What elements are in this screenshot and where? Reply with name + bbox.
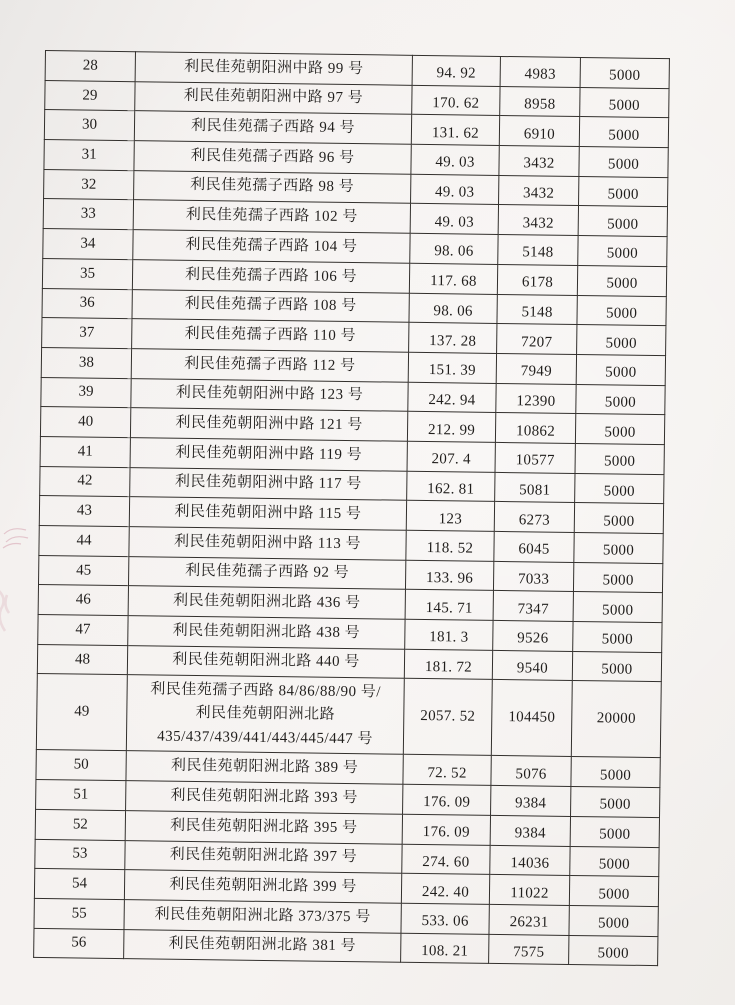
cell-no: 31 <box>44 140 134 171</box>
red-ink-smudge-icon <box>0 589 15 633</box>
cell-n3: 5000 <box>575 473 664 504</box>
cell-n1: 162. 81 <box>407 471 495 502</box>
cell-n3: 5000 <box>570 816 659 847</box>
cell-n2: 6273 <box>494 502 574 533</box>
cell-n1: 212. 99 <box>407 412 495 443</box>
cell-n2: 5148 <box>497 294 577 325</box>
cell-n3: 5000 <box>569 935 658 966</box>
cell-n3: 5000 <box>577 325 666 356</box>
cell-n3: 5000 <box>571 787 660 818</box>
cell-address: 利民佳苑朝阳洲中路 115 号 <box>129 497 406 530</box>
cell-no: 42 <box>40 466 130 497</box>
cell-n1: 242. 40 <box>401 873 489 904</box>
cell-n3: 5000 <box>578 206 667 237</box>
cell-no: 35 <box>42 258 132 289</box>
cell-no: 37 <box>42 318 132 349</box>
cell-address: 利民佳苑朝阳洲北路 395 号 <box>125 810 402 843</box>
cell-n3: 5000 <box>577 295 666 326</box>
cell-address: 利民佳苑朝阳洲北路 389 号 <box>126 751 403 784</box>
cell-n1: 98. 06 <box>409 293 497 324</box>
cell-address: 利民佳苑朝阳洲中路 123 号 <box>131 378 408 411</box>
cell-n2: 8958 <box>500 86 580 117</box>
cell-n1: 145. 71 <box>405 590 493 621</box>
cell-address: 利民佳苑孺子西路 110 号 <box>132 319 409 352</box>
cell-n3: 5000 <box>569 876 658 907</box>
cell-n1: 131. 62 <box>411 115 499 146</box>
cell-n2: 7207 <box>497 324 577 355</box>
cell-n3: 5000 <box>577 265 666 296</box>
cell-n2: 10862 <box>495 413 575 444</box>
cell-no: 41 <box>40 436 130 467</box>
table-row <box>36 674 661 758</box>
cell-n1: 108. 21 <box>401 933 489 964</box>
cell-address: 利民佳苑朝阳洲中路 117 号 <box>130 467 407 500</box>
cell-no: 33 <box>43 199 133 230</box>
cell-address: 利民佳苑朝阳洲中路 113 号 <box>129 527 406 560</box>
cell-no: 46 <box>38 585 128 616</box>
cell-n2: 5148 <box>498 235 578 266</box>
cell-n1: 117. 68 <box>409 263 497 294</box>
cell-address: 利民佳苑孺子西路 102 号 <box>133 200 410 233</box>
cell-n2: 26231 <box>489 904 569 935</box>
cell-n3: 5000 <box>571 757 660 788</box>
cell-no: 49 <box>36 674 127 751</box>
cell-address: 利民佳苑朝阳洲北路 399 号 <box>124 870 401 903</box>
cell-n1: 274. 60 <box>402 844 490 875</box>
cell-n1: 49. 03 <box>411 174 499 205</box>
cell-n3: 5000 <box>569 905 658 936</box>
cell-n2: 9384 <box>490 815 570 846</box>
cell-no: 34 <box>43 229 133 260</box>
cell-n3: 5000 <box>576 384 665 415</box>
cell-n3: 5000 <box>578 236 667 267</box>
cell-n2: 7575 <box>489 934 569 965</box>
cell-address: 利民佳苑孺子西路 96 号 <box>134 141 411 174</box>
cell-no: 54 <box>34 869 124 900</box>
cell-n2: 6178 <box>497 264 577 295</box>
cell-n2: 10577 <box>495 442 575 473</box>
cell-no: 38 <box>41 347 131 378</box>
cell-n2: 9526 <box>493 620 573 651</box>
cell-n2: 3432 <box>499 146 579 177</box>
cell-n1: 2057. 52 <box>403 679 492 756</box>
cell-no: 32 <box>44 169 134 200</box>
cell-n1: 118. 52 <box>406 530 494 561</box>
cell-n3: 5000 <box>573 562 662 593</box>
table-body <box>34 51 670 966</box>
cell-n2: 12390 <box>496 383 576 414</box>
cell-no: 55 <box>34 898 124 929</box>
cell-n2: 9540 <box>492 650 572 681</box>
cell-no: 56 <box>34 928 124 959</box>
cell-address: 利民佳苑孺子西路 104 号 <box>133 230 410 263</box>
cell-address: 利民佳苑孺子西路 92 号 <box>128 556 405 589</box>
cell-address: 利民佳苑朝阳洲北路 373/375 号 <box>124 899 401 932</box>
cell-n3: 5000 <box>570 846 659 877</box>
cell-n3: 5000 <box>575 414 664 445</box>
cell-no: 40 <box>40 407 130 438</box>
cell-address: 利民佳苑孺子西路 108 号 <box>132 289 409 322</box>
cell-n1: 72. 52 <box>403 755 491 786</box>
cell-address: 利民佳苑朝阳洲北路 436 号 <box>128 586 405 619</box>
cell-no: 44 <box>39 525 129 556</box>
cell-no: 39 <box>41 377 131 408</box>
cell-n3: 5000 <box>579 147 668 178</box>
cell-n1: 181. 72 <box>404 649 492 680</box>
cell-address: 利民佳苑孺子西路 106 号 <box>132 259 409 292</box>
cell-no: 50 <box>36 750 126 781</box>
cell-n2: 104450 <box>491 680 572 757</box>
data-table <box>33 50 670 966</box>
cell-n2: 14036 <box>490 845 570 876</box>
cell-n3: 5000 <box>580 58 669 89</box>
cell-n3: 5000 <box>579 176 668 207</box>
cell-n3: 5000 <box>575 443 664 474</box>
cell-n3: 5000 <box>580 87 669 118</box>
cell-address: 利民佳苑朝阳洲北路 440 号 <box>127 645 404 678</box>
cell-n1: 170. 62 <box>412 85 500 116</box>
cell-n3: 5000 <box>572 651 661 682</box>
cell-n3: 5000 <box>573 592 662 623</box>
cell-n1: 533. 06 <box>401 903 489 934</box>
red-ink-smudge-icon <box>2 524 32 552</box>
cell-no: 43 <box>39 496 129 527</box>
cell-address: 利民佳苑朝阳洲北路 438 号 <box>128 616 405 649</box>
cell-n2: 7347 <box>493 591 573 622</box>
cell-n3: 20000 <box>571 681 661 758</box>
cell-address: 利民佳苑朝阳洲中路 99 号 <box>135 52 412 85</box>
cell-n1: 176. 09 <box>402 814 490 845</box>
cell-address: 利民佳苑朝阳洲北路 393 号 <box>126 781 403 814</box>
cell-n2: 4983 <box>500 56 580 87</box>
cell-address: 利民佳苑孺子西路 112 号 <box>131 349 408 382</box>
cell-n2: 5081 <box>495 472 575 503</box>
cell-no: 47 <box>38 615 128 646</box>
cell-n1: 94. 92 <box>412 55 500 86</box>
cell-no: 36 <box>42 288 132 319</box>
cell-n3: 5000 <box>576 354 665 385</box>
cell-n1: 176. 09 <box>403 784 491 815</box>
cell-no: 53 <box>35 839 125 870</box>
cell-address: 利民佳苑孺子西路 84/86/88/90 号/ 利民佳苑朝阳洲北路 435/437/439/441/443/445/447 号 <box>126 675 404 755</box>
cell-n3: 5000 <box>574 503 663 534</box>
cell-n1: 49. 03 <box>411 144 499 175</box>
cell-no: 51 <box>36 780 126 811</box>
cell-no: 29 <box>45 80 135 111</box>
cell-no: 28 <box>45 51 135 82</box>
cell-n2: 7949 <box>496 353 576 384</box>
cell-n2: 6910 <box>499 116 579 147</box>
cell-address: 利民佳苑朝阳洲北路 397 号 <box>125 840 402 873</box>
cell-n2: 6045 <box>494 531 574 562</box>
cell-n1: 137. 28 <box>409 322 497 353</box>
table-container <box>33 50 669 966</box>
cell-n1: 181. 3 <box>405 619 493 650</box>
cell-n2: 7033 <box>493 561 573 592</box>
cell-n1: 151. 39 <box>408 352 496 383</box>
cell-n1: 98. 06 <box>410 233 498 264</box>
cell-n1: 49. 03 <box>410 204 498 235</box>
cell-no: 48 <box>37 644 127 675</box>
cell-address: 利民佳苑孺子西路 98 号 <box>134 170 411 203</box>
cell-n2: 11022 <box>489 875 569 906</box>
cell-address: 利民佳苑孺子西路 94 号 <box>134 111 411 144</box>
cell-no: 30 <box>44 110 134 141</box>
cell-address: 利民佳苑朝阳洲北路 381 号 <box>124 929 401 962</box>
cell-n1: 123 <box>406 501 494 532</box>
cell-n3: 5000 <box>573 622 662 653</box>
cell-address: 利民佳苑朝阳洲中路 97 号 <box>135 81 412 114</box>
cell-n2: 3432 <box>498 205 578 236</box>
cell-n1: 242. 94 <box>408 382 496 413</box>
cell-no: 45 <box>38 555 128 586</box>
cell-n2: 3432 <box>499 175 579 206</box>
cell-address: 利民佳苑朝阳洲中路 119 号 <box>130 438 407 471</box>
cell-n3: 5000 <box>579 117 668 148</box>
cell-n1: 133. 96 <box>405 560 493 591</box>
cell-n2: 9384 <box>491 786 571 817</box>
cell-n2: 5076 <box>491 756 571 787</box>
cell-n3: 5000 <box>574 532 663 563</box>
cell-address: 利民佳苑朝阳洲中路 121 号 <box>130 408 407 441</box>
cell-n1: 207. 4 <box>407 441 495 472</box>
cell-no: 52 <box>35 809 125 840</box>
